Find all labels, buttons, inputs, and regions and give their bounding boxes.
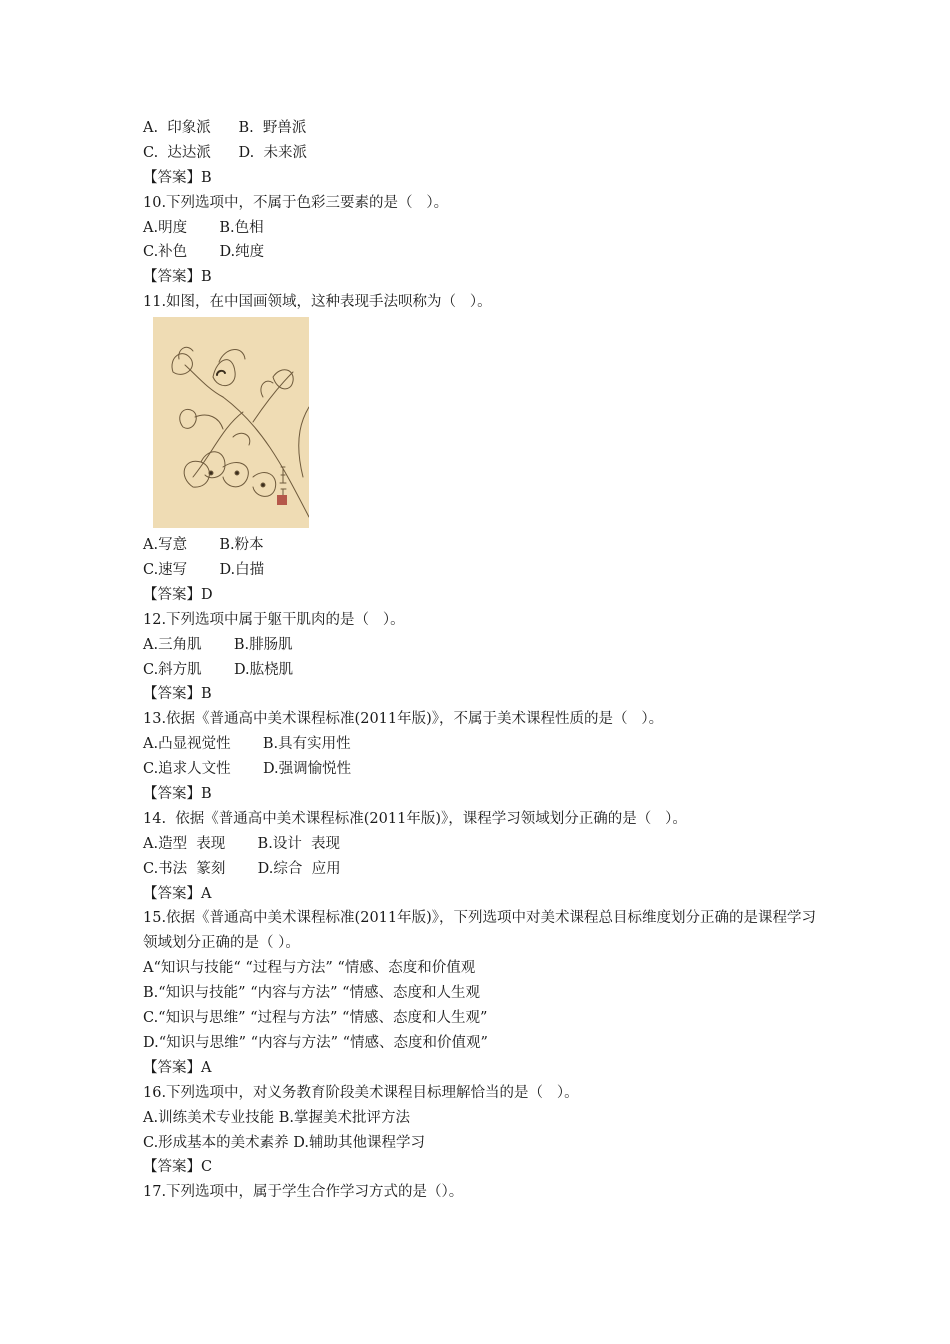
answer-line: 【答案】D [143, 586, 213, 603]
question-10: 10.下列选项中，不属于色彩三要素的是（ ）。 [143, 194, 449, 211]
answer-line: 【答案】B [143, 786, 212, 803]
option-line: A.三角肌 B.腓肠肌 [143, 636, 293, 653]
option-line: C.“知识与思维” “过程与方法” “情感、态度和人生观” [143, 1010, 488, 1027]
option-line: C.补色 D.纯度 [143, 244, 265, 261]
option-line: A.写意 B.粉本 [143, 537, 264, 554]
option-line: C.追求人文性 D.强调愉悦性 [143, 761, 352, 778]
question-12: 12.下列选项中属于躯干肌肉的是（ ）。 [143, 611, 405, 628]
option-line: A“知识与技能“ “过程与方法” “情感、态度和价值观 [143, 960, 476, 977]
question-17: 17.下列选项中，属于学生合作学习方式的是（）。 [143, 1184, 464, 1201]
option-line: A.造型 表现 B.设计 表现 [143, 835, 341, 852]
option-line: A.明度 B.色相 [143, 219, 264, 236]
question-11: 11.如图，在中国画领域，这种表现手法呗称为（ ）。 [143, 294, 492, 311]
option-line: B.“知识与技能” “内容与方法” “情感、态度和人生观 [143, 985, 481, 1002]
question-14: 14. 依据《普通高中美术课程标准(2011年版)》，课程学习领域划分正确的是（ ）。 [143, 810, 687, 827]
answer-line: 【答案】B [143, 686, 212, 703]
document-page [143, 116, 823, 1205]
answer-line: 【答案】A [143, 1059, 212, 1076]
option-line: C.速写 D.白描 [143, 562, 265, 579]
answer-line: 【答案】C [143, 1159, 213, 1176]
question-13: 13.依据《普通高中美术课程标准(2011年版)》，不属于美术课程性质的是（ ）。 [143, 711, 664, 728]
option-line: A.凸显视觉性 B.具有实用性 [143, 736, 351, 753]
answer-line: 【答案】B [143, 269, 212, 286]
option-line: C.书法 篆刻 D.综合 应用 [143, 860, 341, 877]
magnolia-line-drawing-icon [153, 317, 309, 528]
option-line: A. 印象派 B. 野兽派 [143, 120, 307, 136]
question-16: 16.下列选项中，对义务教育阶段美术课程目标理解恰当的是（ ）。 [143, 1084, 579, 1101]
option-line: A.训练美术专业技能 B.掌握美术批评方法 [143, 1109, 410, 1126]
option-line: C. 达达派 D. 未来派 [143, 144, 307, 161]
answer-line: 【答案】B [143, 169, 212, 186]
question-15: 15.依据《普通高中美术课程标准(2011年版)》，下列选项中对美术课程总目标维度划分正确的是课程学习领域划分正确的是（ ）。 [143, 910, 817, 952]
option-line: C.斜方肌 D.肱桡肌 [143, 661, 294, 678]
option-line: D.“知识与思维” “内容与方法” “情感、态度和价值观” [143, 1034, 488, 1051]
option-line: C.形成基本的美术素养 D.辅助其他课程学习 [143, 1134, 426, 1151]
answer-line: 【答案】A [143, 885, 212, 902]
